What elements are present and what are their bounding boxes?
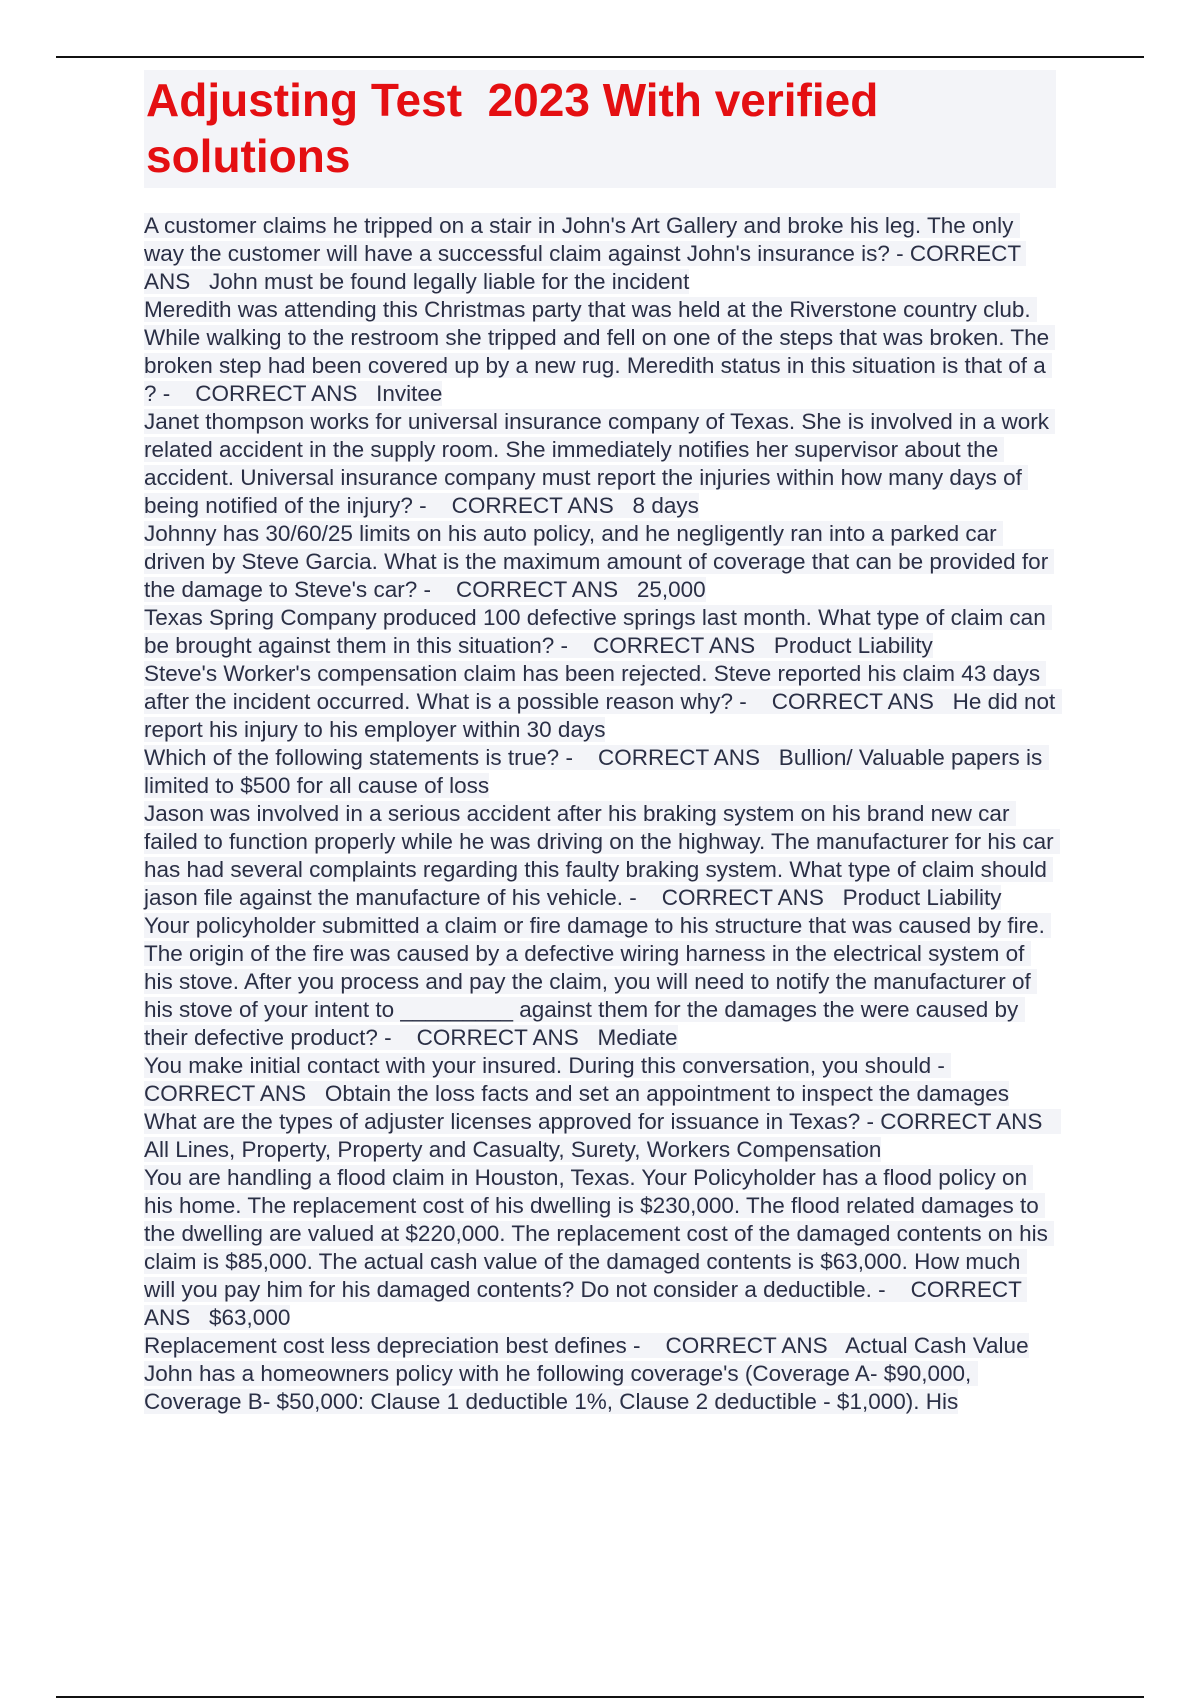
qa-item xyxy=(144,408,1056,520)
qa-text: A customer claims he tripped on a stair in John's Art Gallery and broke his leg. The only way the customer will have a successful claim against John's insurance is? - CORRECT ANS John must be found legally liable for the incident xyxy=(144,213,1027,294)
title-block xyxy=(144,70,1056,188)
qa-item xyxy=(144,296,1056,408)
qa-list xyxy=(144,212,1062,1416)
top-divider xyxy=(56,56,1144,58)
qa-text: John has a homeowners policy with he following coverage's (Coverage A- $90,000, Coverage B- $50,000: Clause 1 deductible 1%, Clause 2 deductible - $1,000). His xyxy=(144,1361,978,1414)
qa-item xyxy=(144,912,1056,1052)
qa-item xyxy=(144,744,1056,800)
qa-text: You make initial contact with your insured. During this conversation, you should - CORRECT ANS Obtain the loss facts and set an appointment to inspect the damages xyxy=(144,1053,1010,1106)
qa-item xyxy=(144,1332,1056,1360)
qa-item xyxy=(144,212,1056,296)
qa-item xyxy=(144,1164,1056,1332)
qa-item xyxy=(144,800,1060,912)
qa-text: Your policyholder submitted a claim or fire damage to his structure that was caused by fire. The origin of the fire was caused by a defective wiring harness in the electrical system of his stove. After you process and pay the claim, you will need to notify the manufacturer of his stove of your intent to _________ against them for the damages the were caused by their defective product? - CORRECT ANS Mediate xyxy=(144,913,1051,1050)
bottom-divider xyxy=(56,1696,1144,1698)
qa-text: What are the types of adjuster licenses approved for issuance in Texas? - CORRECT ANS All Lines, Property, Property and Casualty, Surety, Workers Compensation xyxy=(144,1109,1062,1162)
qa-item xyxy=(144,1360,1056,1416)
qa-text: Johnny has 30/60/25 limits on his auto policy, and he negligently ran into a parked car driven by Steve Garcia. What is the maximum amount of coverage that can be provided for the damage to Steve's car? - CORRECT ANS 25,000 xyxy=(144,521,1055,602)
document-body xyxy=(144,70,1062,1416)
qa-text: Meredith was attending this Christmas party that was held at the Riverstone country club. While walking to the restroom she tripped and fell on one of the steps that was broken. The broken step had been covered up by a new rug. Meredith status in this situation is that of a ? - CORRECT ANS Invitee xyxy=(144,297,1056,406)
qa-text: Jason was involved in a serious accident after his braking system on his brand new car failed to function properly while he was driving on the highway. The manufacturer for his car has had several complaints regarding this faulty braking system. What type of claim should jason file against the manufacture of his vehicle. - CORRECT ANS Product Liability xyxy=(144,801,1060,910)
qa-item xyxy=(144,1052,1056,1108)
qa-item xyxy=(144,604,1056,660)
qa-text: Which of the following statements is true? - CORRECT ANS Bullion/ Valuable papers is limited to $500 for all cause of loss xyxy=(144,745,1049,798)
qa-text: Steve's Worker's compensation claim has been rejected. Steve reported his claim 43 days after the incident occurred. What is a possible reason why? - CORRECT ANS He did not report his injury to his employer within 30 days xyxy=(144,661,1062,742)
qa-text: Replacement cost less depreciation best defines - CORRECT ANS Actual Cash Value xyxy=(144,1333,1029,1358)
qa-item xyxy=(144,520,1056,604)
qa-text: Texas Spring Company produced 100 defective springs last month. What type of claim can be brought against them in this situation? - CORRECT ANS Product Liability xyxy=(144,605,1052,658)
qa-item xyxy=(144,1108,1062,1164)
document-title: Adjusting Test 2023 With verified solutions xyxy=(146,74,892,182)
qa-text: You are handling a flood claim in Houston, Texas. Your Policyholder has a flood policy on his home. The replacement cost of his dwelling is $230,000. The flood related damages to the dwelling are valued at $220,000. The replacement cost of the damaged contents on his claim is $85,000. The actual cash value of the damaged contents is $63,000. How much will you pay him for his damaged contents? Do not consider a deductible. - CORRECT ANS $63,000 xyxy=(144,1165,1055,1330)
qa-text: Janet thompson works for universal insurance company of Texas. She is involved in a work related accident in the supply room. She immediately notifies her supervisor about the accident. Universal insurance company must report the injuries within how many days of being notified of the injury? - CORRECT ANS 8 days xyxy=(144,409,1056,518)
qa-item xyxy=(144,660,1062,744)
